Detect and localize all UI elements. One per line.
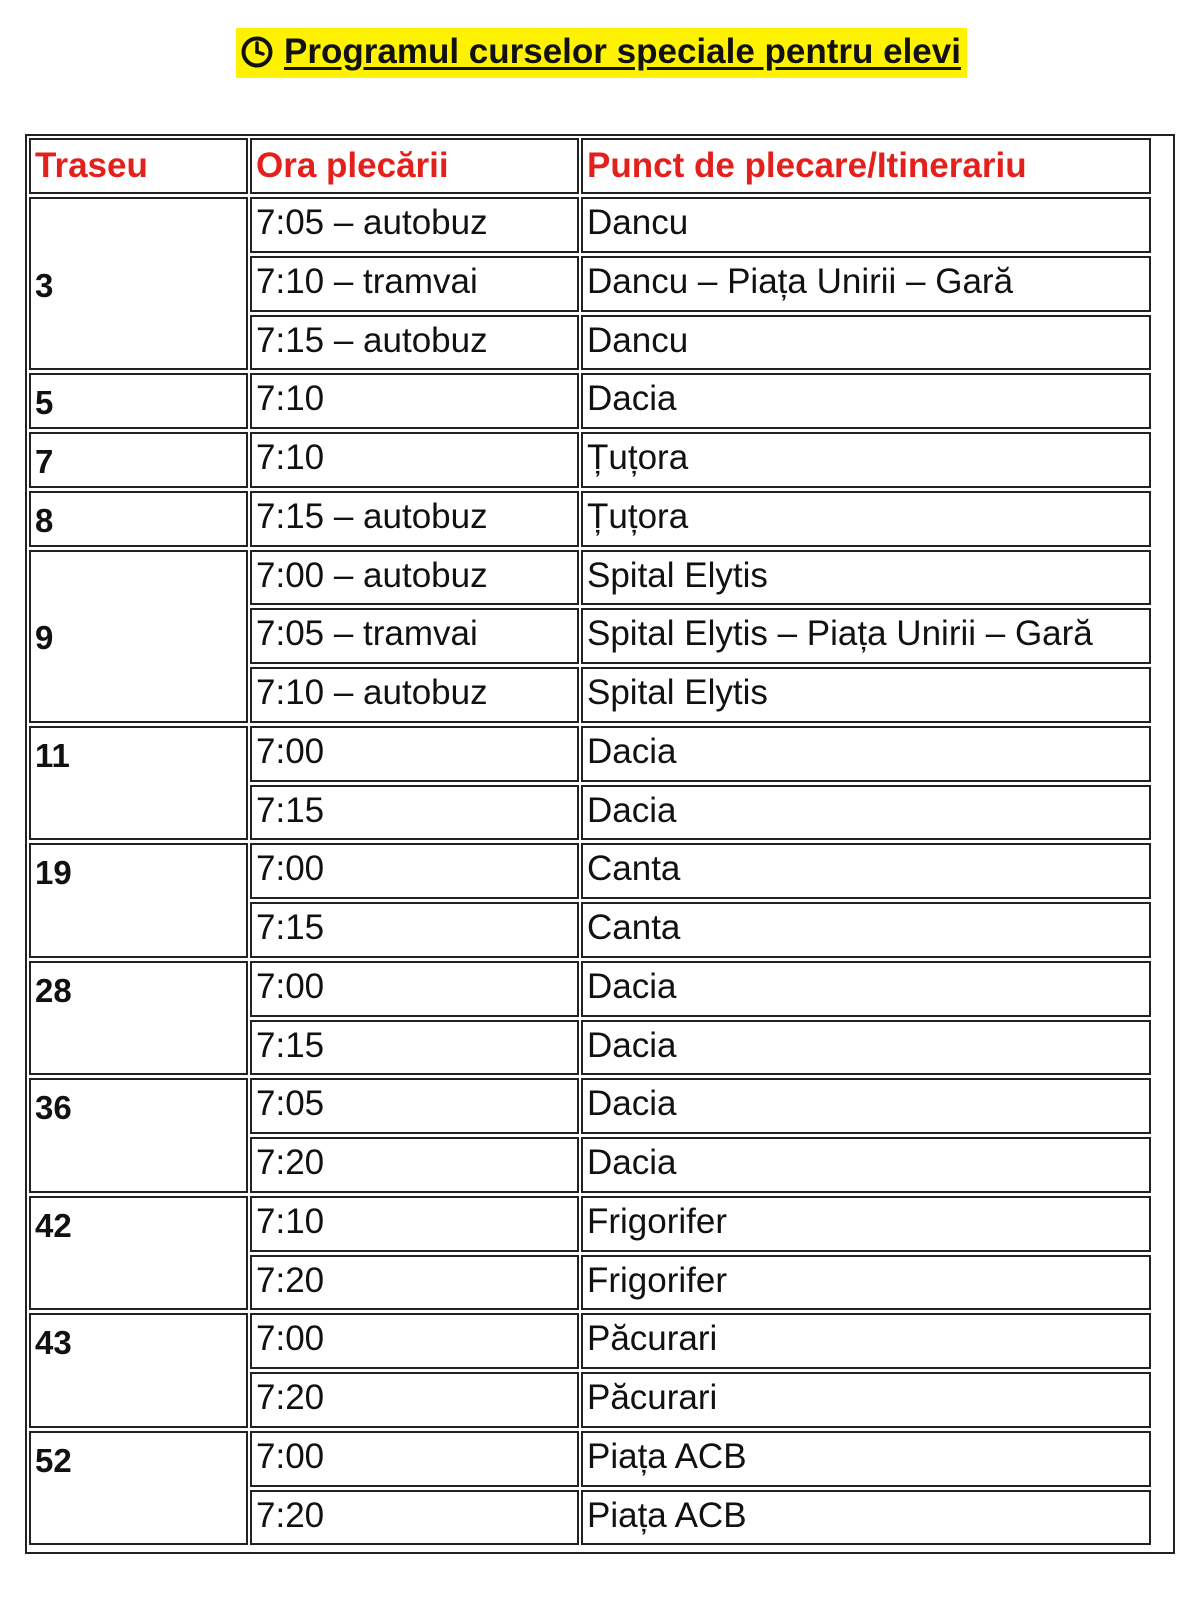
place-cell (581, 961, 1151, 1017)
place-cell (581, 1490, 1151, 1546)
time-cell-text: 7:20 (256, 1495, 325, 1535)
clock-icon (240, 35, 274, 69)
time-cell (250, 256, 579, 312)
time-cell (250, 1078, 579, 1134)
time-cell-text: 7:15 (256, 1025, 325, 1065)
place-cell-text: Spital Elytis (587, 673, 768, 712)
route-cell (29, 726, 248, 841)
place-cell-text: Frigorifer (587, 1201, 728, 1241)
place-cell-text: Piața ACB (587, 1495, 747, 1535)
place-cell (581, 1372, 1151, 1428)
route-cell-text: 11 (35, 736, 70, 774)
time-cell (250, 1313, 579, 1369)
place-cell (581, 1255, 1151, 1311)
page-title-text: Programul curselor speciale pentru elevi (284, 32, 961, 71)
header-ora-plecarii (250, 138, 579, 194)
route-cell-text: 52 (35, 1441, 72, 1479)
route-cell-text: 28 (35, 971, 72, 1009)
place-cell (581, 1078, 1151, 1134)
time-cell-text: 7:05 (256, 1084, 325, 1124)
header-ora-plecarii-text: Ora plecării (256, 146, 449, 185)
route-cell (29, 1313, 248, 1428)
time-cell-text: 7:10 – autobuz (256, 673, 488, 712)
time-cell (250, 1255, 579, 1311)
place-cell-text: Dacia (587, 731, 677, 771)
time-cell (250, 726, 579, 782)
route-cell-text: 19 (35, 854, 72, 892)
place-cell (581, 726, 1151, 782)
time-cell (250, 491, 579, 547)
route-cell (29, 1196, 248, 1311)
place-cell (581, 843, 1151, 899)
time-cell (250, 1372, 579, 1428)
place-cell (581, 373, 1151, 429)
time-cell-text: 7:10 – tramvai (256, 261, 478, 301)
place-cell-text: Dancu – Piața Unirii – Gară (587, 261, 1014, 301)
place-cell (581, 608, 1151, 664)
time-cell-text: 7:10 (256, 438, 325, 477)
time-cell-text: 7:00 (256, 1319, 325, 1359)
time-cell-text: 7:15 (256, 908, 325, 947)
place-cell (581, 1137, 1151, 1193)
place-cell-text: Dacia (587, 1084, 677, 1124)
time-cell-text: 7:05 – autobuz (256, 203, 488, 242)
header-punct-plecare-text: Punct de plecare/Itinerariu (587, 146, 1027, 185)
header-traseu (29, 138, 248, 194)
place-cell-text: Dacia (587, 1025, 677, 1065)
place-cell-text: Spital Elytis (587, 555, 768, 595)
place-cell-text: Dacia (587, 379, 677, 419)
time-cell-text: 7:10 (256, 379, 325, 419)
time-cell-text: 7:05 – tramvai (256, 614, 478, 654)
time-cell (250, 1431, 579, 1487)
place-cell (581, 785, 1151, 841)
place-cell-text: Canta (587, 908, 681, 947)
place-cell-text: Păcurari (587, 1319, 718, 1359)
route-cell (29, 373, 248, 429)
time-cell-text: 7:15 (256, 790, 325, 830)
route-cell (29, 432, 248, 488)
time-cell (250, 608, 579, 664)
place-cell (581, 432, 1151, 488)
route-cell (29, 197, 248, 370)
time-cell (250, 785, 579, 841)
place-cell (581, 667, 1151, 723)
place-cell (581, 1020, 1151, 1076)
time-cell (250, 1490, 579, 1546)
place-cell (581, 256, 1151, 312)
route-cell (29, 961, 248, 1076)
place-cell-text: Piața ACB (587, 1436, 747, 1476)
route-cell (29, 1431, 248, 1546)
place-cell-text: Țuțora (587, 438, 689, 477)
time-cell (250, 432, 579, 488)
place-cell-text: Dancu (587, 203, 689, 242)
place-cell-text: Frigorifer (587, 1260, 728, 1300)
route-cell-text: 3 (35, 266, 54, 304)
time-cell-text: 7:15 – autobuz (256, 320, 488, 360)
time-cell-text: 7:00 (256, 731, 325, 771)
place-cell-text: Canta (587, 849, 681, 889)
route-cell-text: 42 (35, 1206, 72, 1244)
time-cell (250, 961, 579, 1017)
route-cell (29, 843, 248, 958)
time-cell (250, 1137, 579, 1193)
route-cell-text: 7 (35, 442, 54, 480)
time-cell-text: 7:10 (256, 1201, 325, 1241)
place-cell (581, 1196, 1151, 1252)
place-cell-text: Păcurari (587, 1378, 718, 1417)
place-cell-text: Dacia (587, 790, 677, 830)
route-cell-text: 9 (35, 619, 54, 657)
time-cell (250, 1020, 579, 1076)
time-cell-text: 7:00 (256, 966, 325, 1006)
place-cell-text: Dacia (587, 966, 677, 1006)
header-traseu-text: Traseu (35, 146, 148, 185)
header-punct-plecare (581, 138, 1151, 194)
place-cell (581, 902, 1151, 958)
place-cell (581, 315, 1151, 371)
time-cell-text: 7:00 (256, 1436, 325, 1476)
place-cell (581, 1431, 1151, 1487)
place-cell-text: Spital Elytis – Piața Unirii – Gară (587, 614, 1093, 654)
place-cell (581, 1313, 1151, 1369)
route-cell-text: 8 (35, 501, 54, 539)
place-cell-text: Dacia (587, 1143, 677, 1182)
time-cell-text: 7:20 (256, 1260, 325, 1300)
route-cell (29, 550, 248, 723)
page-title (236, 28, 967, 78)
time-cell (250, 315, 579, 371)
place-cell (581, 197, 1151, 253)
time-cell (250, 902, 579, 958)
route-cell-text: 5 (35, 384, 54, 422)
time-cell-text: 7:20 (256, 1143, 325, 1182)
route-cell (29, 1078, 248, 1193)
title-bar (0, 28, 1203, 78)
time-cell-text: 7:00 – autobuz (256, 555, 488, 595)
place-cell (581, 491, 1151, 547)
place-cell (581, 550, 1151, 606)
time-cell (250, 667, 579, 723)
time-cell (250, 1196, 579, 1252)
time-cell-text: 7:15 – autobuz (256, 496, 488, 536)
place-cell-text: Țuțora (587, 496, 689, 536)
route-cell (29, 491, 248, 547)
route-cell-text: 36 (35, 1089, 72, 1127)
time-cell-text: 7:00 (256, 849, 325, 889)
time-cell-text: 7:20 (256, 1378, 325, 1417)
place-cell-text: Dancu (587, 320, 689, 360)
time-cell (250, 550, 579, 606)
time-cell (250, 843, 579, 899)
route-cell-text: 43 (35, 1324, 72, 1362)
time-cell (250, 373, 579, 429)
time-cell (250, 197, 579, 253)
